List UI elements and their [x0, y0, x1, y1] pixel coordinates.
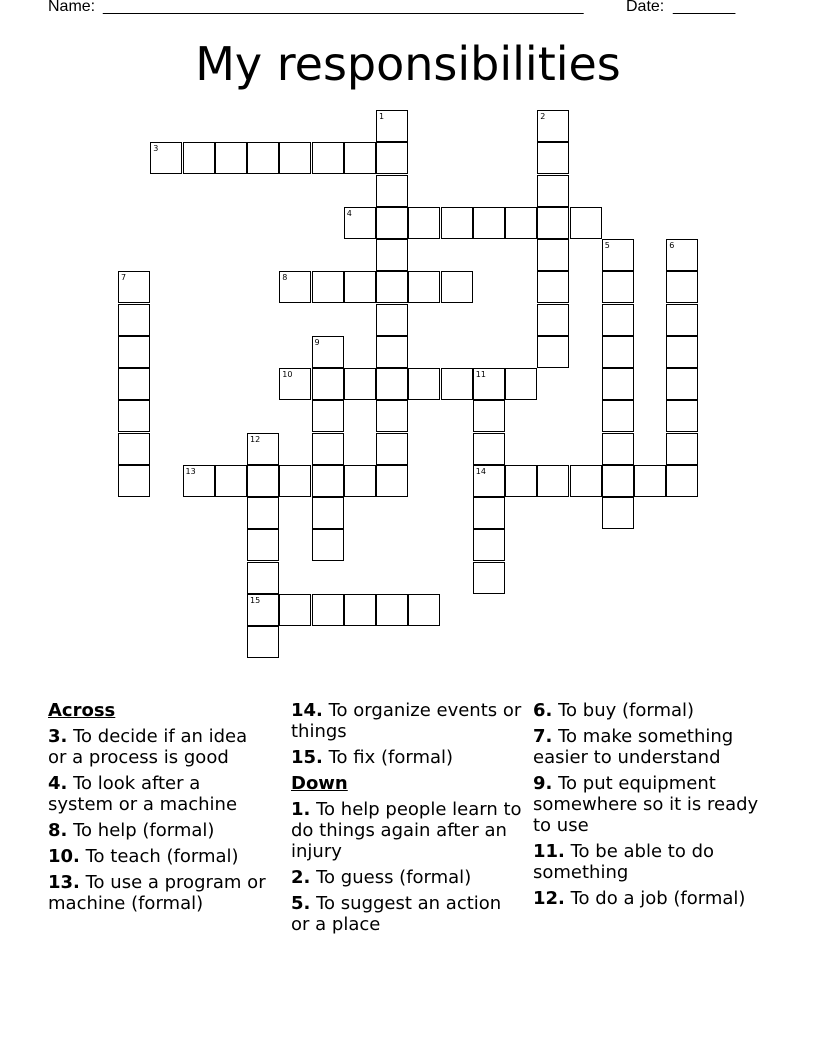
- crossword-cell[interactable]: [118, 433, 150, 465]
- crossword-cell[interactable]: [505, 368, 537, 400]
- clue-number: 4: [346, 208, 352, 218]
- name-field[interactable]: ______________________________________________________: [103, 0, 584, 15]
- crossword-cell[interactable]: [537, 271, 569, 303]
- crossword-cell[interactable]: [441, 368, 473, 400]
- crossword-cell[interactable]: [537, 239, 569, 271]
- down-heading: Down: [291, 773, 348, 794]
- clue-number: 14: [475, 466, 486, 476]
- crossword-cell[interactable]: [247, 529, 279, 561]
- crossword-cell[interactable]: [505, 465, 537, 497]
- crossword-cell[interactable]: [312, 529, 344, 561]
- crossword-cell[interactable]: [634, 465, 666, 497]
- crossword-cell[interactable]: [118, 271, 150, 303]
- crossword-cell[interactable]: [247, 626, 279, 658]
- clue-number: 8: [282, 273, 288, 283]
- clue-number: 13: [185, 466, 196, 476]
- crossword-cell[interactable]: [247, 497, 279, 529]
- down-clue: 5. To suggest an action or a place: [291, 893, 502, 935]
- crossword-cell[interactable]: [537, 304, 569, 336]
- crossword-cell[interactable]: [408, 271, 440, 303]
- clue-number: 15: [250, 595, 261, 605]
- crossword-cell[interactable]: [247, 433, 279, 465]
- crossword-cell[interactable]: [150, 142, 182, 174]
- clue-number: 9: [314, 337, 320, 347]
- across-clue: 3. To decide if an idea or a process is good: [48, 726, 248, 768]
- crossword-cell[interactable]: [376, 239, 408, 271]
- date-field[interactable]: _______: [673, 0, 736, 15]
- crossword-cell[interactable]: [666, 304, 698, 336]
- clue-number: 2: [540, 112, 546, 121]
- crossword-cell[interactable]: [602, 465, 634, 497]
- down-clue: 1. To help people learn to do things again after an injury: [291, 799, 522, 862]
- crossword-cell[interactable]: [344, 594, 376, 626]
- crossword-cell[interactable]: [441, 207, 473, 239]
- crossword-cell[interactable]: [312, 368, 344, 400]
- crossword-cell[interactable]: [376, 433, 408, 465]
- crossword-cell[interactable]: [247, 594, 279, 626]
- crossword-cell[interactable]: [312, 594, 344, 626]
- crossword-cell[interactable]: [312, 142, 344, 174]
- clue-column-3: [533, 700, 768, 914]
- crossword-cell[interactable]: [312, 497, 344, 529]
- crossword-cell[interactable]: [118, 304, 150, 336]
- clue-column-2: [291, 700, 523, 940]
- crossword-cell[interactable]: [376, 465, 408, 497]
- crossword-cell[interactable]: [473, 433, 505, 465]
- crossword-cell[interactable]: [666, 400, 698, 432]
- crossword-cell[interactable]: [312, 433, 344, 465]
- clue-number: 5: [604, 241, 610, 250]
- crossword-cell[interactable]: [602, 400, 634, 432]
- crossword-cell[interactable]: [537, 142, 569, 174]
- clue-number: 7: [121, 273, 127, 283]
- crossword-cell[interactable]: [279, 465, 311, 497]
- crossword-cell[interactable]: [376, 368, 408, 400]
- crossword-cell[interactable]: [376, 175, 408, 207]
- crossword-cell[interactable]: [602, 368, 634, 400]
- across-clue: 14. To organize events or things: [291, 700, 522, 742]
- crossword-cell[interactable]: [247, 142, 279, 174]
- crossword-cell[interactable]: [666, 368, 698, 400]
- crossword-cell[interactable]: [312, 400, 344, 432]
- crossword-cell[interactable]: [183, 142, 215, 174]
- crossword-cell[interactable]: [344, 271, 376, 303]
- crossword-cell[interactable]: [473, 497, 505, 529]
- crossword-cell[interactable]: [602, 239, 634, 271]
- down-clue: 9. To put equipment somewhere so it is ready to use: [533, 773, 759, 836]
- crossword-cell[interactable]: [344, 207, 376, 239]
- crossword-cell[interactable]: [376, 271, 408, 303]
- crossword-cell[interactable]: [376, 336, 408, 368]
- across-clue: 8. To help (formal): [48, 820, 215, 841]
- crossword-cell[interactable]: [505, 207, 537, 239]
- crossword-cell[interactable]: [602, 336, 634, 368]
- crossword-cell[interactable]: [118, 368, 150, 400]
- crossword-cell[interactable]: [473, 465, 505, 497]
- crossword-cell[interactable]: [602, 433, 634, 465]
- crossword-cell[interactable]: [376, 594, 408, 626]
- crossword-cell[interactable]: [441, 271, 473, 303]
- down-clue: 7. To make something easier to understand: [533, 726, 734, 768]
- crossword-cell[interactable]: [376, 142, 408, 174]
- crossword-cell[interactable]: [376, 400, 408, 432]
- crossword-cell[interactable]: [408, 368, 440, 400]
- date-label: Date:: [626, 0, 665, 15]
- across-clue: 4. To look after a system or a machine: [48, 773, 238, 815]
- crossword-cell[interactable]: [537, 207, 569, 239]
- crossword-cell[interactable]: [666, 465, 698, 497]
- crossword-cell[interactable]: [279, 271, 311, 303]
- crossword-cell[interactable]: [537, 465, 569, 497]
- crossword-cell[interactable]: [666, 336, 698, 368]
- crossword-cell[interactable]: [118, 400, 150, 432]
- crossword-cell[interactable]: [473, 400, 505, 432]
- crossword-cell[interactable]: [183, 465, 215, 497]
- clue-number: 3: [153, 144, 159, 154]
- crossword-cell[interactable]: [473, 207, 505, 239]
- crossword-cell[interactable]: [312, 336, 344, 368]
- across-heading: Across: [48, 700, 116, 721]
- clue-column-1: [48, 700, 268, 919]
- crossword-cell[interactable]: [279, 368, 311, 400]
- crossword-cell[interactable]: [376, 304, 408, 336]
- crossword-cell[interactable]: [215, 465, 247, 497]
- crossword-cell[interactable]: [473, 562, 505, 594]
- name-label: Name:: [48, 0, 96, 15]
- clue-number: 1: [379, 112, 385, 121]
- crossword-cell[interactable]: [602, 271, 634, 303]
- across-clue: 13. To use a program or machine (formal): [48, 872, 266, 914]
- crossword-cell[interactable]: [344, 465, 376, 497]
- crossword-cell[interactable]: [537, 336, 569, 368]
- crossword-cell[interactable]: [473, 368, 505, 400]
- crossword-cell[interactable]: [602, 304, 634, 336]
- crossword-cell[interactable]: [408, 207, 440, 239]
- crossword-cell[interactable]: [279, 142, 311, 174]
- crossword-cell[interactable]: [312, 465, 344, 497]
- crossword-cell[interactable]: [666, 433, 698, 465]
- crossword-cell[interactable]: [408, 594, 440, 626]
- crossword-cell[interactable]: [666, 271, 698, 303]
- down-clue: 11. To be able to do something: [533, 841, 715, 883]
- crossword-cell[interactable]: [247, 465, 279, 497]
- crossword-cell[interactable]: [312, 271, 344, 303]
- crossword-cell[interactable]: [473, 529, 505, 561]
- across-clue: 10. To teach (formal): [48, 846, 239, 867]
- crossword-cell[interactable]: [118, 465, 150, 497]
- crossword-cell[interactable]: [376, 207, 408, 239]
- clue-number: 11: [475, 370, 486, 379]
- crossword-cell[interactable]: [118, 336, 150, 368]
- crossword-cell[interactable]: [247, 562, 279, 594]
- crossword-cell[interactable]: [570, 465, 602, 497]
- down-clue: 2. To guess (formal): [291, 867, 472, 888]
- clue-number: 12: [250, 434, 261, 444]
- crossword-cell[interactable]: [344, 368, 376, 400]
- crossword-cell[interactable]: [215, 142, 247, 174]
- clue-number: 10: [282, 370, 293, 379]
- crossword-cell[interactable]: [376, 110, 408, 142]
- crossword-cell[interactable]: [602, 497, 634, 529]
- crossword-cell[interactable]: [537, 175, 569, 207]
- crossword-cell[interactable]: [279, 594, 311, 626]
- down-clue: 6. To buy (formal): [533, 700, 695, 721]
- crossword-cell[interactable]: [666, 239, 698, 271]
- crossword-cell[interactable]: [537, 110, 569, 142]
- down-clue: 12. To do a job (formal): [533, 888, 746, 909]
- crossword-cell[interactable]: [570, 207, 602, 239]
- page-title: My responsibilities: [195, 37, 621, 91]
- crossword-cell[interactable]: [344, 142, 376, 174]
- across-clue: 15. To fix (formal): [291, 747, 454, 768]
- clue-number: 6: [669, 241, 675, 250]
